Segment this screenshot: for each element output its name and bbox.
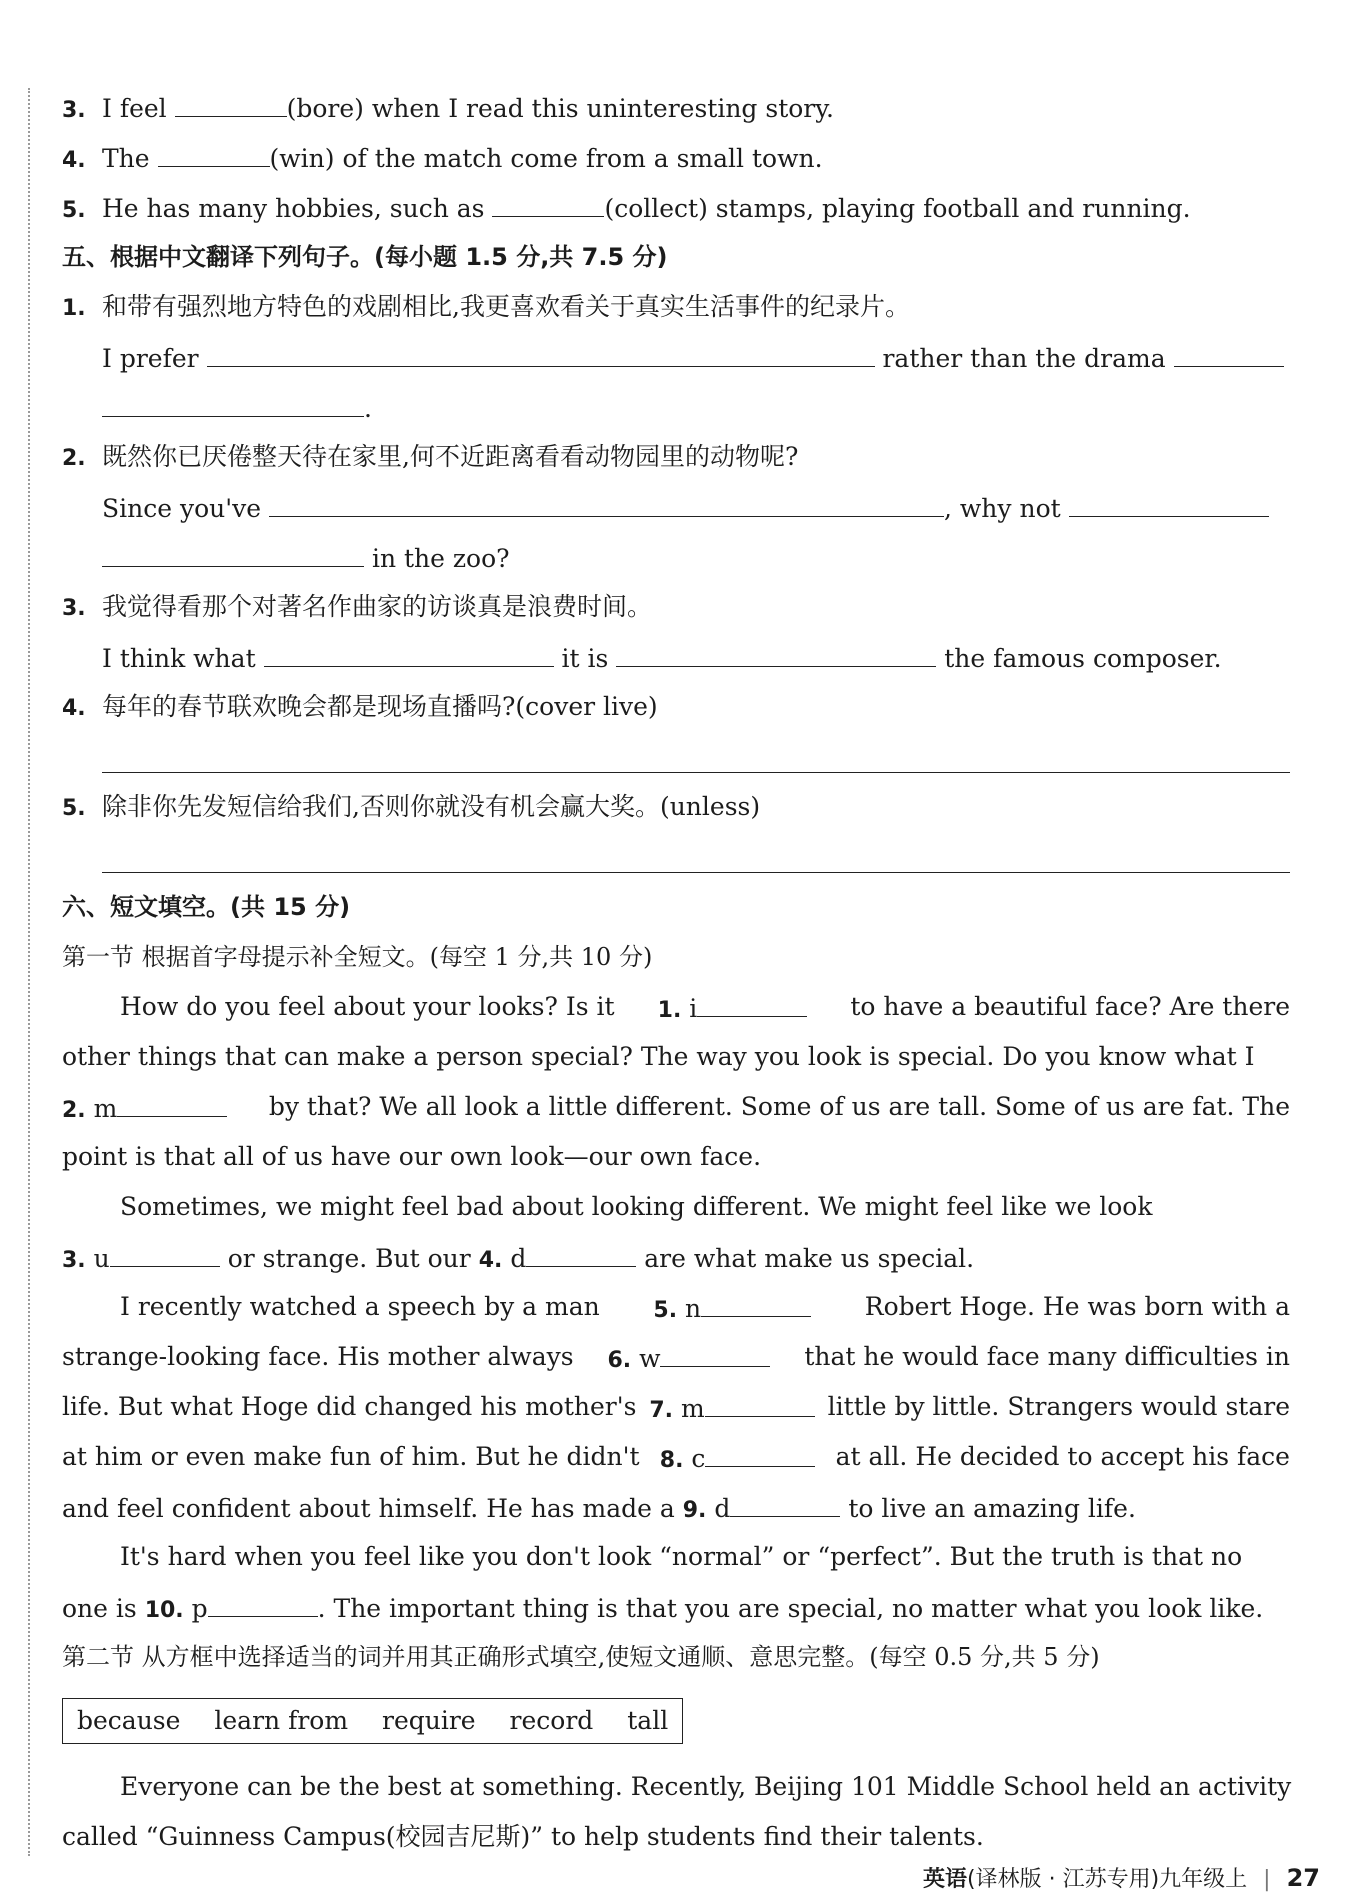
answer-blank[interactable]	[1174, 340, 1284, 367]
passage1-line4: point is that all of us have our own look—our own face.	[62, 1142, 762, 1171]
answer-blank-3[interactable]	[110, 1240, 220, 1267]
question-4-5: 5. He has many hobbies, such as (collect) stamps, playing football and running.	[62, 190, 1290, 228]
passage1-line3: 2. m by that? We all look a little different. Some of us are tall. Some of us are fat. The	[62, 1092, 1290, 1123]
answer-blank-9[interactable]	[730, 1490, 840, 1517]
answer-blank-7[interactable]	[705, 1390, 815, 1417]
question-4-3: 3. I feel (bore) when I read this uninteresting story.	[62, 90, 1290, 128]
answer-line[interactable]	[102, 872, 1290, 873]
question-5-1-chinese: 1. 和带有强烈地方特色的戏剧相比,我更喜欢看关于真实生活事件的纪录片。	[62, 292, 910, 321]
answer-blank-1[interactable]	[697, 990, 807, 1017]
footer-subject: 英语	[923, 1867, 968, 1892]
page-number: 27	[1286, 1864, 1320, 1892]
section-5-heading: 五、根据中文翻译下列句子。(每小题 1.5 分,共 7.5 分)	[62, 243, 668, 271]
passage2-line2: 3. u or strange. But our 4. d are what make us special.	[62, 1240, 1290, 1278]
word-option: because	[77, 1706, 181, 1735]
passage2-line1: Sometimes, we might feel bad about looking different. We might feel like we look	[120, 1192, 1153, 1221]
answer-blank-8[interactable]	[705, 1440, 815, 1467]
passage4-line1: It's hard when you feel like you don't look “normal” or “perfect”. But the truth is that no	[120, 1542, 1243, 1571]
answer-line[interactable]	[102, 772, 1290, 773]
answer-blank-2[interactable]	[117, 1090, 227, 1117]
answer-blank[interactable]	[102, 390, 364, 417]
section-6-heading: 六、短文填空。(共 15 分)	[62, 893, 351, 921]
word-option: learn from	[214, 1706, 349, 1735]
question-4-4: 4. The (win) of the match come from a small town.	[62, 140, 1290, 178]
answer-blank-4[interactable]	[526, 1240, 636, 1267]
answer-blank[interactable]	[102, 540, 364, 567]
answer-blank[interactable]	[158, 140, 270, 167]
passage3-line3: life. But what Hoge did changed his mother's 7. m little by little. Strangers would stare	[62, 1392, 1290, 1423]
question-5-4-chinese: 4. 每年的春节联欢晚会都是现场直播吗?(cover live)	[62, 692, 658, 721]
answer-blank[interactable]	[1069, 490, 1269, 517]
question-5-5-chinese: 5. 除非你先发短信给我们,否则你就没有机会赢大奖。(unless)	[62, 792, 761, 821]
passage3-line4: at him or even make fun of him. But he didn't 8. c at all. He decided to accept his face	[62, 1442, 1290, 1473]
passage1-line2: other things that can make a person special? The way you look is special. Do you know what I	[62, 1042, 1255, 1071]
answer-blank-10[interactable]	[208, 1590, 318, 1617]
question-5-2-chinese: 2. 既然你已厌倦整天待在家里,何不近距离看看动物园里的动物呢?	[62, 442, 799, 471]
passage3-line1: I recently watched a speech by a man 5. n Robert Hoge. He was born with a	[120, 1292, 1290, 1323]
question-5-1-answer: I prefer rather than the drama	[102, 340, 1290, 376]
passage3-line5: and feel confident about himself. He has made a 9. d to live an amazing life.	[62, 1490, 1290, 1528]
word-option: record	[509, 1706, 594, 1735]
answer-blank[interactable]	[175, 90, 287, 117]
passage5-line1: Everyone can be the best at something. Recently, Beijing 101 Middle School held an activity	[120, 1772, 1292, 1801]
answer-blank[interactable]	[616, 640, 936, 667]
answer-blank-5[interactable]	[701, 1290, 811, 1317]
passage5-line2: called “Guinness Campus(校园吉尼斯)” to help students find their talents.	[62, 1822, 984, 1851]
page-footer	[923, 1862, 1320, 1893]
word-option: require	[382, 1706, 476, 1735]
question-5-2-answer-cont: in the zoo?	[102, 540, 1290, 576]
passage3-line2: strange-looking face. His mother always 6. w that he would face many difficulties in	[62, 1342, 1290, 1373]
answer-blank[interactable]	[264, 640, 554, 667]
answer-blank-6[interactable]	[660, 1340, 770, 1367]
word-option: tall	[627, 1706, 669, 1735]
answer-blank[interactable]	[207, 340, 875, 367]
answer-blank[interactable]	[492, 190, 604, 217]
word-box	[62, 1698, 683, 1744]
passage1-line1: How do you feel about your looks? Is it 1. i to have a beautiful face? Are there	[120, 992, 1290, 1023]
question-5-3-chinese: 3. 我觉得看那个对著名作曲家的访谈真是浪费时间。	[62, 592, 653, 621]
section-6-part1-heading: 第一节 根据首字母提示补全短文。(每空 1 分,共 10 分)	[62, 943, 653, 971]
footer-edition: (译林版 · 江苏专用)九年级上	[967, 1867, 1248, 1892]
question-5-1-answer-cont: .	[102, 390, 1290, 426]
question-5-2-answer: Since you've , why not	[102, 490, 1290, 526]
passage4-line2: one is 10. p . The important thing is that you are special, no matter what you look like.	[62, 1590, 1290, 1628]
margin-dotted-line	[28, 88, 30, 1856]
footer-separator: |	[1263, 1867, 1271, 1892]
section-6-part2-heading: 第二节 从方框中选择适当的词并用其正确形式填空,使短文通顺、意思完整。(每空 0.5 分,共 5 分)	[62, 1643, 1100, 1671]
answer-blank[interactable]	[269, 490, 944, 517]
question-5-3-answer: I think what it is the famous composer.	[102, 640, 1290, 676]
